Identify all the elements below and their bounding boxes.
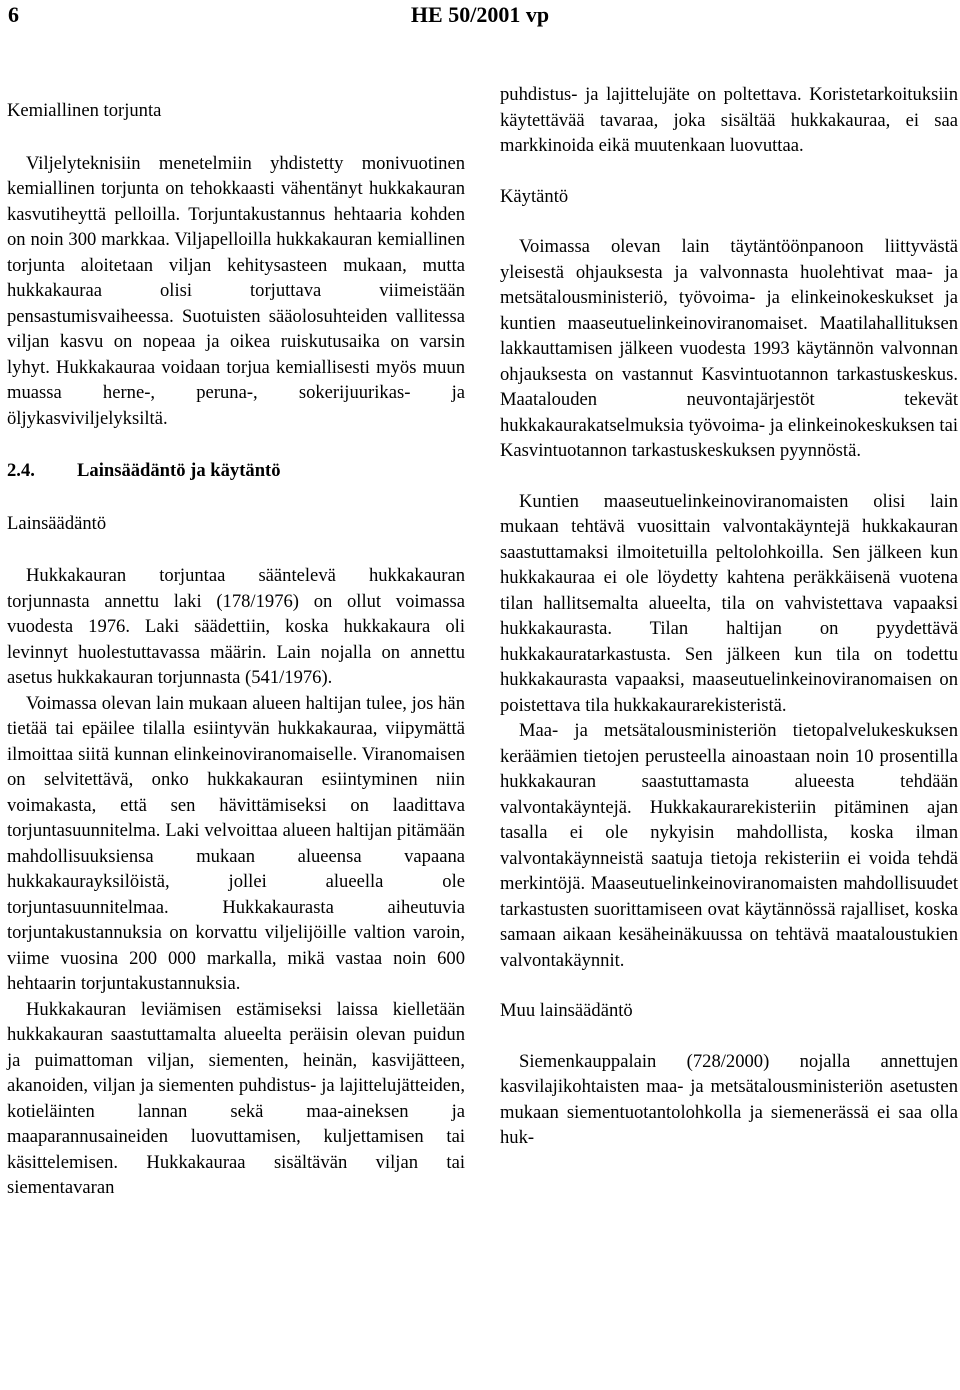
page-number: 6 xyxy=(8,2,19,27)
paragraph: Voimassa olevan lain täytäntöönpanoon liittyvästä yleisestä ohjauksesta ja valvonnasta huolehtivat maa- ja metsätalousministeriö, työvoima- ja elinkeinokeskukset ja kuntien maaseutuelinkeinoviranomaiset. Maatilahallituksen lakkauttamisen jälkeen vuodesta 1993 käytännön valvonnan ohjauksesta on vastannut Kasvintuotannon tarkastuskeskus. Maatalouden neuvontajärjestöt tekevät hukkakaurakatselmuksia työvoima- ja elinkeinokeskuksen tai Kasvintuotannon tarkastuskeskuksen pyynnöstä. xyxy=(500,236,958,461)
left-column xyxy=(7,82,465,1201)
paragraph: Hukkakauran leviämisen estämiseksi laissa kielletään hukkakauran saastuttamalta alueelta peräisin olevan puidun ja puimattoman viljan, siementen, heinän, kasvijätteen, akanoiden, viljan ja siementen puhdistus- ja lajittelujätteiden, kotieläinten lannan sekä maa-aineksen ja maaparannusaineiden luovuttamisen, kuljettamisen tai käsittelemisen. Hukkakauraa sisältävän viljan tai siementavaran xyxy=(7,998,465,1198)
paragraph: Maa- ja metsätalousministeriön tietopalvelukeskuksen keräämien tietojen perusteella ainoastaan noin 10 prosentilla hukkakauran saastuttamasta alueesta tehdään valvontakäyntejä. Hukkakaurarekisteriin pitäminen ajan tasalla ei ole nykyisin mahdollista, koska ilman valvontakäynneistä saatuja tietoja rekisteriin ei voida tehdä merkintöjä. Maaseutuelinkeinoviranomaisten mahdollisuudet tarkastusten suorittamiseen ovat käytännössä rajalliset, koska samaan aikaan kesäheinäkuussa on tehtävä maataloustukien valvontakäynnit. xyxy=(500,720,958,971)
right-column xyxy=(500,82,958,1151)
heading-kaytanto: Käytäntö xyxy=(500,185,569,207)
section-heading xyxy=(7,458,465,484)
paragraph: Viljelyteknisiin menetelmiin yhdistetty monivuotinen kemiallinen torjunta on tehokkaasti vähentänyt hukkakauran kasvutiheyttä pelloilla. Torjuntakustannus hehtaaria kohden on noin 300 markkaa. Viljapelloilla hukkakauran kemiallinen torjunta aloitetaan viljan kehitysasteen mukaan, mutta hukkakauraa olisi torjuttava viimeistään pensastumisvaiheessa. Suotuisten sääolosuhteiden vallitessa viljan kasvu on nopeaa ja oikea ruiskutusaika on varsin lyhyt. Hukkakauraa voidaan torjua kemiallisesti myös muun muassa herne-, peruna-, sokerijuurikas- ja öljykasviviljelyksiltä. xyxy=(7,152,465,429)
document-id: HE 50/2001 vp xyxy=(410,2,550,27)
paragraph: Voimassa olevan lain mukaan alueen haltijan tulee, jos hän tietää tai epäilee tilalla esiintyvän hukkakauraa, viipymättä ilmoittaa siitä kunnan elinkeinoviranomaiselle. Viranomaisen on selvitettävä, onko hukkakauran esiintyminen niin voimakasta, että sen hävittämiseksi on laadittava torjuntasuunnitelma. Laki velvoittaa alueen haltijan pitämään mahdollisuuksiensa mukaan alueensa vapaana hukkakaurayksilöistä, jollei alueella ole torjuntasuunnitelmaa. Hukkakaurasta aiheutuvia torjuntakustannuksia on korvattu viljelijöille valtion varoin, viime vuosina 200 000 markalla, mikä vastaa noin 600 hehtaarin torjuntakustannuksia. xyxy=(7,692,465,994)
heading-lainsaadanto: Lainsäädäntö xyxy=(7,512,107,534)
section-title: Lainsäädäntö ja käytäntö xyxy=(77,460,281,481)
heading-kemiallinen-torjunta: Kemiallinen torjunta xyxy=(7,100,162,121)
page-header xyxy=(8,2,952,30)
heading-muu-lainsaadanto: Muu lainsäädäntö xyxy=(500,1000,633,1021)
paragraph: Siemenkauppalain (728/2000) nojalla annettujen kasvilajikohtaisten maa- ja metsätalousministeriön asetusten mukaan siementuotantolohkolla ja siemenerässä ei saa olla huk- xyxy=(500,1050,958,1148)
paragraph: puhdistus- ja lajittelujäte on poltettava. Koristetarkoituksiin käytettävää tavaraa, joka sisältää hukkakauraa, ei saa markkinoida eikä muutenkaan luovuttaa. xyxy=(500,84,958,156)
section-number: 2.4. xyxy=(7,460,35,481)
paragraph: Kuntien maaseutuelinkeinoviranomaisten olisi lain mukaan tehtävä vuosittain valvontakäyntejä hukkakauran saastuttamaksi ilmoitetuilla peltolohkoilla. Sen jälkeen kun hukkakauraa ei ole löydetty kahtena peräkkäisenä vuotena tilan hallitsemalta alueelta, tila on vahvistettava vapaaksi hukkakaurasta. Tilan haltijan on pyydettävä hukkakauratarkastusta. Sen jälkeen kun tila on todettu hukkakaurasta vapaaksi, maaseutuelinkeinoviranomaisen on poistettava tila hukkakaurarekisteristä. xyxy=(500,490,958,716)
paragraph: Hukkakauran torjuntaa sääntelevä hukkakauran torjunnasta annettu laki (178/1976) on ollut voimassa vuodesta 1976. Laki säädettiin, koska hukkakaura oli levinnyt huolestuttavassa määrin. Lain nojalla on annettu asetus hukkakauran torjunnasta (541/1976). xyxy=(7,565,465,688)
